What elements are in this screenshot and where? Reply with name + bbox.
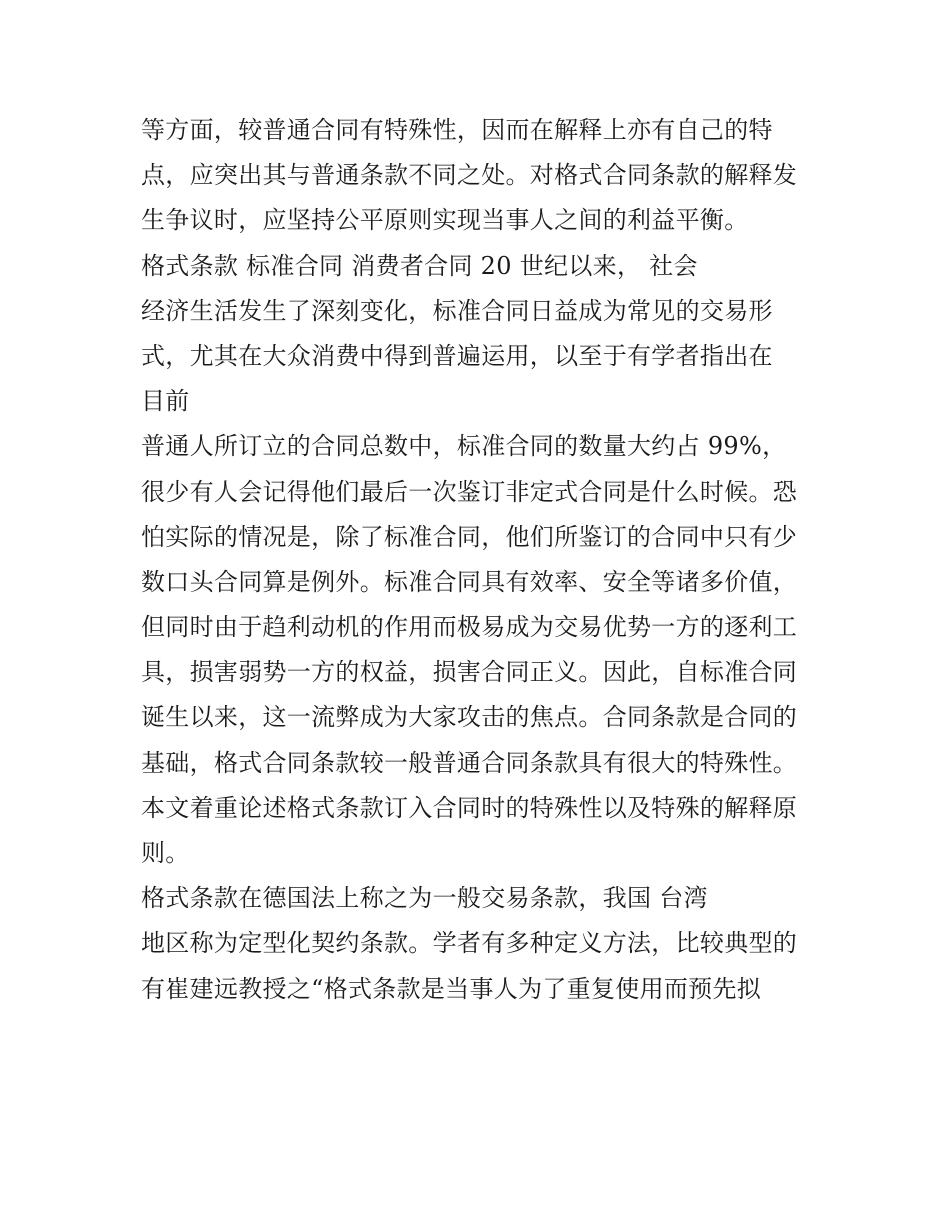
text-line: 很少有人会记得他们最后一次鉴订非定式合同是什么时候。恐	[141, 477, 798, 506]
body-text	[141, 108, 821, 1012]
text-line: 普通人所订立的合同总数中，标准合同的数量大约占 99%，	[141, 432, 787, 461]
text-line: 诞生以来，这一流弊成为大家攻击的焦点。合同条款是合同的	[141, 703, 798, 732]
text-line: 但同时由于趋利动机的作用而极易成为交易优势一方的逐利工	[141, 613, 798, 642]
text-line: 格式条款在德国法上称之为一般交易条款，我国 台湾	[141, 884, 708, 913]
text-line: 目前	[141, 387, 190, 416]
text-line: 生争议时，应坚持公平原则实现当事人之间的利益平衡。	[141, 206, 749, 235]
text-line: 等方面，较普通合同有特殊性，因而在解释上亦有自己的特	[141, 116, 773, 144]
text-line: 式，尤其在大众消费中得到普遍运用，以至于有学者指出在	[141, 341, 773, 370]
text-line: 怕实际的情况是，除了标准合同，他们所鉴订的合同中只有少	[141, 522, 798, 551]
text-line: 地区称为定型化契约条款。学者有多种定义方法，比较典型的	[141, 929, 798, 958]
text-line: 数口头合同算是例外。标准合同具有效率、安全等诸多价值，	[141, 567, 798, 596]
text-line: 基础，格式合同条款较一般普通合同条款具有很大的特殊性。	[141, 748, 798, 777]
text-line: 经济生活发生了深刻变化，标准合同日益成为常见的交易形	[141, 296, 773, 325]
text-line: 具，损害弱势一方的权益，损害合同正义。因此，自标准合同	[141, 658, 798, 687]
text-line: 点，应突出其与普通条款不同之处。对格式合同条款的解释发	[141, 161, 798, 190]
text-line: 有崔建远教授之“格式条款是当事人为了重复使用而预先拟	[141, 974, 762, 1003]
text-line: 格式条款 标准合同 消费者合同 20 世纪以来， 社会	[141, 251, 698, 280]
text-line: 则。	[141, 839, 190, 867]
text-line: 本文着重论述格式条款订入合同时的特殊性以及特殊的解释原	[141, 793, 798, 822]
